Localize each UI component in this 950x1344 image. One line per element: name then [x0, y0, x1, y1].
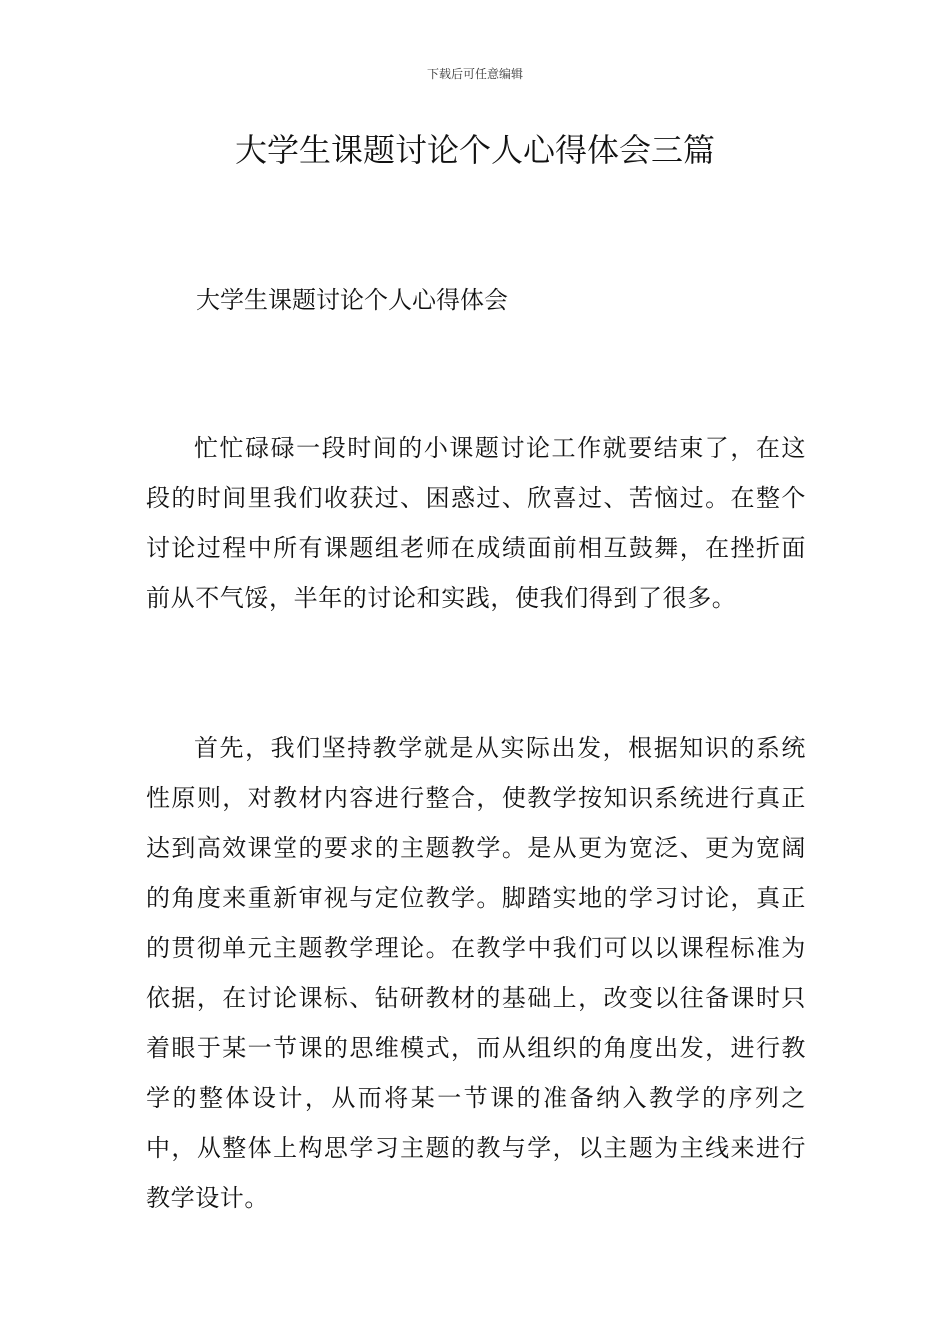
header-note: 下载后可任意编辑: [426, 67, 523, 81]
section-subtitle: 大学生课题讨论个人心得体会: [196, 286, 508, 314]
document-title: 大学生课题讨论个人心得体会三篇: [234, 131, 715, 169]
paragraph-2: 首先，我们坚持教学就是从实际出发，根据知识的系统性原则，对教材内容进行整合，使教学按知识系统进行真正达到高效课堂的要求的主题教学。是从更为宽泛、更为宽阔的角度来重新审视与定位教学。脚踏实地的学习讨论，真正的贯彻单元主题教学理论。在教学中我们可以以课程标准为依据，在讨论课标、钻研教材的基础上，改变以往备课时只着眼于某一节课的思维模式，而从组织的角度出发，进行教学的整体设计，从而将某一节课的准备纳入教学的序列之中，从整体上构思学习主题的教与学，以主题为主线来进行教学设计。: [146, 734, 806, 1212]
paragraph-1: 忙忙碌碌一段时间的小课题讨论工作就要结束了，在这段的时间里我们收获过、困惑过、欣喜过、苦恼过。在整个讨论过程中所有课题组老师在成绩面前相互鼓舞，在挫折面前从不气馁，半年的讨论和实践，使我们得到了很多。: [146, 434, 806, 612]
